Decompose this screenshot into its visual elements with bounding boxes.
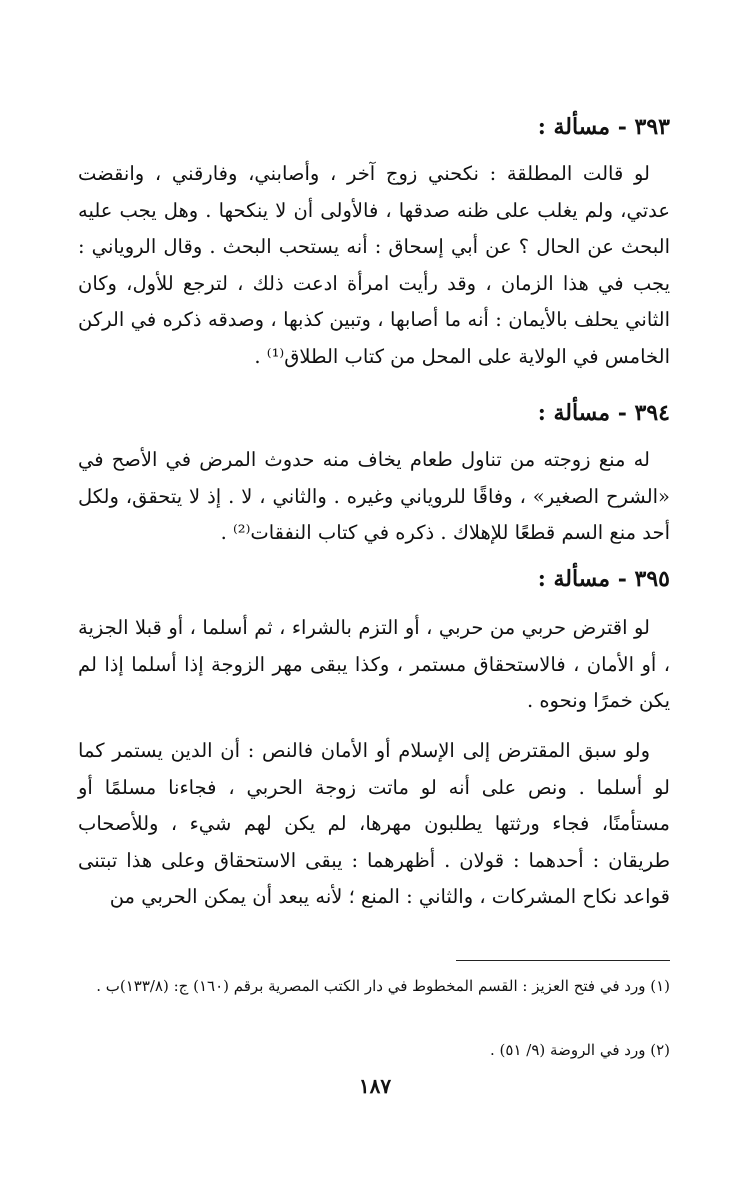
page-number: ١٨٧ bbox=[358, 1074, 392, 1098]
section-paragraph: لو اقترض حربي من حربي ، أو التزم بالشراء ، ثم أسلما ، أو قبلا الجزية ، أو الأمان ، فالاستحقاق مستمر ، وكذا يبقى مهر الزوجة إذا أسلما إذا لم يكن خمرًا ونحوه . bbox=[78, 616, 670, 712]
section-heading: ٣٩٣ - مسألة : bbox=[537, 114, 670, 140]
section-heading: ٣٩٥ - مسألة : bbox=[537, 566, 670, 592]
footnote: (١) ورد في فتح العزيز : القسم المخطوط في دار الكتب المصرية برقم (١٦٠) ج: (١٣٣/٨)ب . bbox=[96, 977, 670, 995]
section-paragraph: ولو سبق المقترض إلى الإسلام أو الأمان فالنص : أن الدين يستمر كما لو أسلما . ونص على أنه لو ماتت زوجة الحربي ، فجاءنا مسلمًا أو مستأمنًا، فجاء ورثتها يطلبون مهرها، لم يكن لهم شيء ، وللأصحاب طريقان : أحدهما : قولان . أظهرهما : يبقى الاستحقاق وعلى هذا تبتنى قواعد نكاح المشركات ، والثاني : المنع ؛ لأنه يبعد أن يمكن الحربي من bbox=[78, 739, 670, 908]
document-page bbox=[78, 0, 670, 1179]
section-heading: ٣٩٤ - مسألة : bbox=[537, 400, 670, 426]
footnote: (٢) ورد في الروضة (٩/ ٥١) . bbox=[490, 1041, 670, 1059]
section-paragraph: لو قالت المطلقة : نكحني زوج آخر ، وأصابني، وفارقني ، وانقضت عدتي، ولم يغلب على ظنه صدقها ، فالأولى أن لا ينكحها . وهل يجب عليه البحث عن الحال ؟ عن أبي إسحاق : أنه يستحب البحث . وقال الروياني : يجب في هذا الزمان ، وقد رأيت امرأة ادعت ذلك ، لترجع للأول، وكان الثاني يحلف بالأيمان : أنه ما أصابها ، وتبين كذبها ، وصدقه ذكره في الركن الخامس في الولاية على المحل من كتاب الطلاق⁽¹⁾ . bbox=[78, 162, 670, 368]
section-paragraph: له منع زوجته من تناول طعام يخاف منه حدوث المرض في الأصح في «الشرح الصغير» ، وفاقًا للروياني وغيره . والثاني ، لا . إذ لا يتحقق، ولكل أحد منع السم قطعًا للإهلاك . ذكره في كتاب النفقات⁽²⁾ . bbox=[78, 448, 670, 544]
footnote-divider bbox=[456, 960, 670, 961]
